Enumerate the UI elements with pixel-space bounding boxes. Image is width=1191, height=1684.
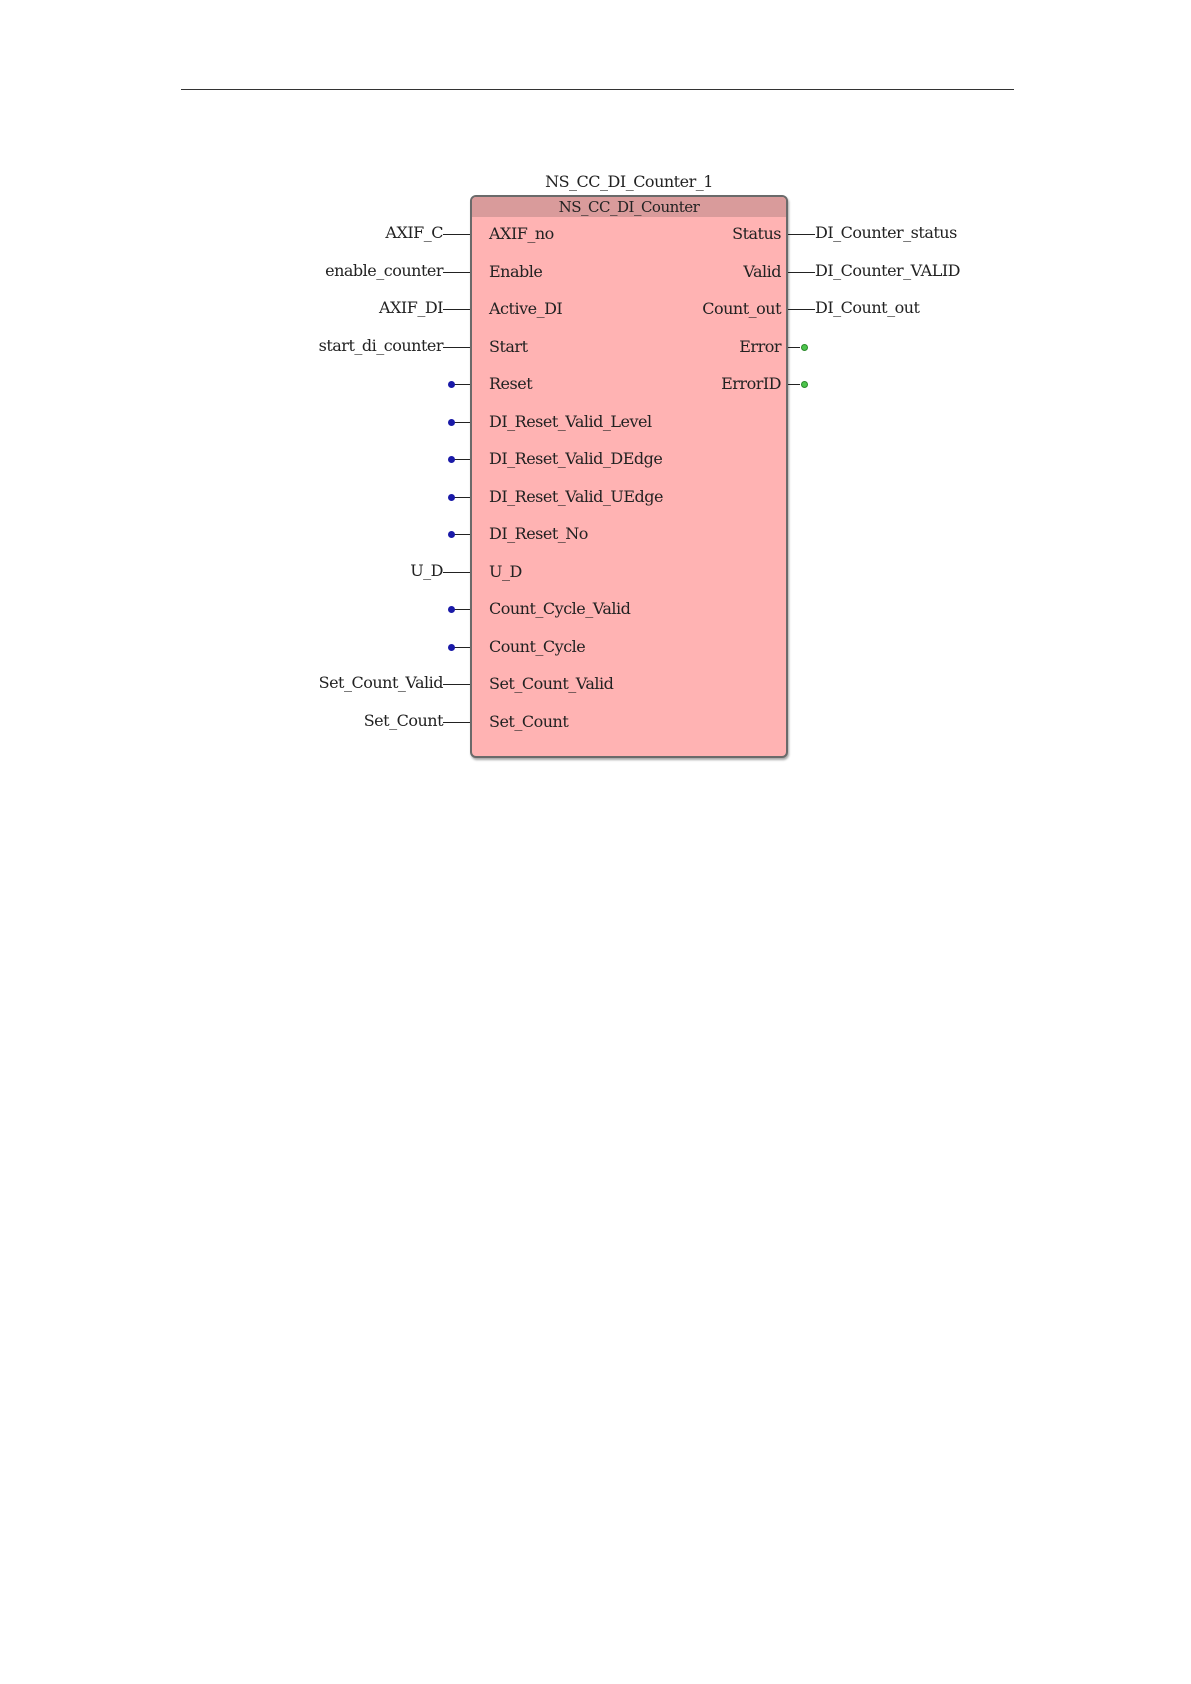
unconnected-input-dot[interactable]	[448, 456, 455, 463]
unconnected-output-dot[interactable]	[801, 381, 808, 388]
input-pin-axif-no[interactable]: AXIF_no	[489, 224, 554, 243]
input-variable-axif-di[interactable]: AXIF_DI	[378, 298, 443, 317]
output-pin-status[interactable]: Status	[732, 224, 781, 243]
unconnected-input-dot[interactable]	[448, 494, 455, 501]
input-pin-di-reset-no[interactable]: DI_Reset_No	[489, 524, 588, 543]
input-pin-reset[interactable]: Reset	[489, 374, 533, 393]
input-pin-enable[interactable]: Enable	[489, 261, 543, 281]
unconnected-input-dot[interactable]	[448, 644, 455, 651]
output-stub-wire	[788, 384, 800, 385]
output-pin-valid[interactable]: Valid	[743, 261, 781, 281]
output-wire	[788, 309, 815, 310]
fb-type-title: NS_CC_DI_Counter	[472, 197, 786, 217]
output-pin-error[interactable]: Error	[739, 336, 781, 356]
input-wire	[443, 684, 470, 685]
input-pin-di-reset-valid-dedge[interactable]: DI_Reset_Valid_DEdge	[489, 449, 663, 468]
input-wire	[443, 234, 470, 235]
output-pin-errorid[interactable]: ErrorID	[721, 374, 781, 393]
input-pin-set-count-valid[interactable]: Set_Count_Valid	[489, 674, 614, 693]
output-wire	[788, 272, 815, 273]
function-block[interactable]	[470, 195, 788, 758]
input-wire	[443, 272, 470, 273]
output-stub-wire	[788, 347, 800, 348]
input-pin-start[interactable]: Start	[489, 336, 528, 356]
input-pin-u-d[interactable]: U_D	[489, 561, 522, 581]
input-pin-count-cycle-valid[interactable]: Count_Cycle_Valid	[489, 599, 631, 618]
input-variable-enable-counter[interactable]: enable_counter	[325, 260, 443, 280]
unconnected-input-dot[interactable]	[448, 531, 455, 538]
input-variable-set-count-valid[interactable]: Set_Count_Valid	[318, 673, 443, 692]
unconnected-input-dot[interactable]	[448, 606, 455, 613]
output-variable-di-counter-status[interactable]: DI_Counter_status	[815, 223, 957, 242]
input-variable-set-count[interactable]: Set_Count	[363, 710, 443, 730]
unconnected-output-dot[interactable]	[801, 344, 808, 351]
input-variable-axif-c[interactable]: AXIF_C	[385, 223, 443, 242]
output-variable-di-counter-valid[interactable]: DI_Counter_VALID	[815, 260, 960, 280]
fb-instance-name: NS_CC_DI_Counter_1	[545, 172, 713, 191]
input-wire	[443, 309, 470, 310]
output-pin-count-out[interactable]: Count_out	[702, 299, 781, 318]
input-wire	[443, 347, 470, 348]
input-variable-start-di-counter[interactable]: start_di_counter	[318, 335, 443, 355]
input-variable-u-d[interactable]: U_D	[410, 560, 443, 580]
input-wire	[443, 572, 470, 573]
page-header-rule	[181, 89, 1014, 90]
unconnected-input-dot[interactable]	[448, 419, 455, 426]
unconnected-input-dot[interactable]	[448, 381, 455, 388]
output-wire	[788, 234, 815, 235]
input-pin-di-reset-valid-level[interactable]: DI_Reset_Valid_Level	[489, 411, 652, 431]
input-pin-set-count[interactable]: Set_Count	[489, 711, 569, 731]
input-pin-active-di[interactable]: Active_DI	[489, 299, 563, 318]
input-wire	[443, 722, 470, 723]
input-pin-di-reset-valid-uedge[interactable]: DI_Reset_Valid_UEdge	[489, 486, 663, 506]
output-variable-di-count-out[interactable]: DI_Count_out	[815, 298, 920, 317]
input-pin-count-cycle[interactable]: Count_Cycle	[489, 636, 586, 656]
